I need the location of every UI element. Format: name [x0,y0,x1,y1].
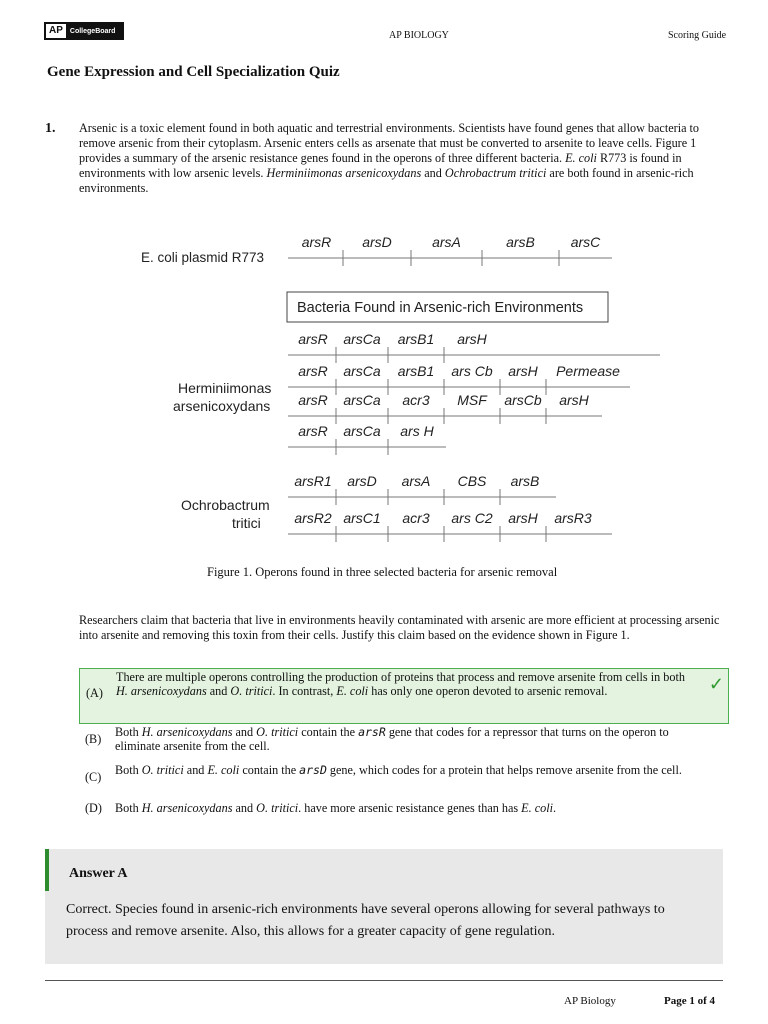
gene-label: arsB1 [397,363,435,379]
footer-subject: AP Biology [564,995,616,1007]
question-number: 1. [45,121,56,136]
gene-label: arsH [457,331,487,347]
quiz-title: Gene Expression and Cell Specialization Quiz [47,64,340,80]
gene-label: arsH [508,510,538,526]
gene-label: Permease [556,363,620,379]
ochro-label-1: Ochrobactrum [181,497,270,513]
logo-ap-text: AP [46,24,66,38]
gene-label: arsA [432,234,461,250]
gene-label: arsR [301,234,332,250]
gene-label: arsCa [343,331,381,347]
gene-label: arsR [298,423,328,439]
gene-label: arsR3 [554,510,592,526]
answer-title: Answer A [69,866,128,881]
gene-label: arsR [298,363,328,379]
gene-label: ars C2 [451,510,493,526]
gene-label: arsC1 [343,510,381,526]
gene-label: arsR [298,331,328,347]
choice-a[interactable] [79,668,729,724]
figure-box-title: Bacteria Found in Arsenic-rich Environments [297,300,584,316]
choice-b-letter: (B) [85,732,102,746]
gene-label: arsCa [343,423,381,439]
gene-label: arsR1 [294,473,332,489]
ochro-label-2: tritici [232,515,261,531]
choice-c[interactable] [79,763,727,793]
ecoli-label: E. coli plasmid R773 [141,250,265,265]
gene-label: arsCa [343,392,381,408]
gene-label: ars Cb [451,363,493,379]
choice-a-text: There are multiple operons controlling the production of proteins that process and remove arsenite from cells in both H. arsenicoxydans and O. tritici. In contrast, E. coli has only one operon devoted to arsenic removal. [116,670,685,698]
gene-label: MSF [457,392,487,408]
answer-accent-bar [45,849,49,891]
question-prompt: Researchers claim that bacteria that live in environments heavily contaminated with arsenic are more efficient at processing arsenic into arsenite and removing this toxin from their cells. Justify this claim based on the evidence shown in Figure 1. [79,613,720,642]
gene-label: arsD [347,473,377,489]
correct-check-icon: ✓ [708,674,724,694]
choice-a-letter: (A) [86,686,103,700]
question-intro: Arsenic is a toxic element found in both aquatic and terrestrial environments. Scientists have found genes that allow bacteria to remove arsenic from their cytoplasm. Arsenic enters cells as arsenate that must be converted to arsenite to leave cells. Figure 1 provides a summary of the arsenic resistance genes found in the operons of three different bacteria. E. coli R773 is found in environments with low arsenic levels. Herminiimonas arsenicoxydans and Ochrobactrum tritici are both found in arsenic-rich environments. [79,121,700,195]
gene-label: ars H [400,423,434,439]
footer-divider [45,980,723,981]
gene-label: arsH [508,363,538,379]
choice-d[interactable] [79,801,727,817]
gene-label: arsCb [504,392,542,408]
herm-label-2: arsenicoxydans [173,398,271,414]
herm-label-1: Herminiimonas [178,380,272,396]
figure-caption: Figure 1. Operons found in three selected bacteria for arsenic removal [207,565,558,579]
gene-label: arsR [298,392,328,408]
gene-label: arsD [362,234,392,250]
gene-label: arsR2 [294,510,332,526]
gene-label: CBS [457,473,487,489]
choice-b[interactable] [79,725,727,755]
choice-d-letter: (D) [85,801,102,815]
gene-label: acr3 [402,392,430,408]
gene-label: arsA [401,473,431,489]
logo-cb-text: CollegeBoard [69,27,116,35]
header-scoring-guide: Scoring Guide [668,30,727,41]
gene-label: arsC [570,234,601,250]
choice-c-text: Both O. tritici and E. coli contain the arsD gene, which codes for a protein that helps remove arsenite from the cell. [115,763,682,777]
gene-label: arsCa [343,363,381,379]
choice-d-text: Both H. arsenicoxydans and O. tritici. have more arsenic resistance genes than has E. coli. [115,801,557,815]
gene-label: arsB [510,473,540,489]
gene-label: arsB [506,234,535,250]
gene-label: arsB1 [397,331,435,347]
footer-page-number: Page 1 of 4 [664,995,716,1007]
header-subject: AP BIOLOGY [389,30,449,41]
choice-b-text: Both H. arsenicoxydans and O. tritici contain the arsR gene that codes for a repressor that turns on the operon to eliminate arsenite from the cell. [115,725,669,753]
answer-explanation: Correct. Species found in arsenic-rich environments have several operons allowing for several pathways to process and remove arsenite. Also, this allows for a greater capacity of gene regulation. [66,902,665,939]
answer-panel [45,849,723,964]
gene-label: acr3 [402,510,430,526]
gene-label: arsH [559,392,589,408]
choice-c-letter: (C) [85,770,102,784]
